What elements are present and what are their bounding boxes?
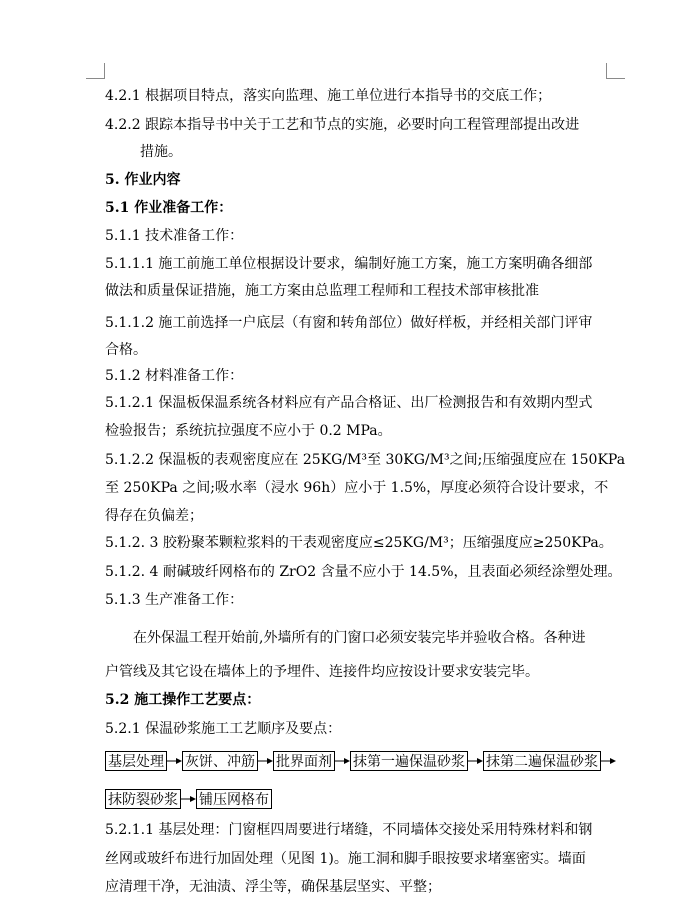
text-line-5-1-2-1: 5.1.2.1 保温板保温系统各材料应有产品合格证、出厂检测报告和有效期内型式 [105,395,593,411]
text-line-5-2-1-1-cont: 丝网或玻纤布进行加固处理（见图 1)。施工洞和脚手眼按要求堵塞密实。墙面 [105,851,586,867]
text-line-4-2-1: 4.2.1 根据项目特点，落实向监理、施工单位进行本指导书的交底工作； [105,88,552,104]
text-line-5-1-2-3: 5.1.2. 3 胶粉聚苯颗粒浆料的干表观密度应≤25KG/M³；压缩强度应≥250KPa。 [105,535,613,551]
flow-step-1: 基层处理 [105,751,167,771]
flow-step-4: 抹第一遍保温砂浆 [350,751,468,771]
page-corner-mark-right [606,63,625,79]
heading-5: 5. 作业内容 [105,172,181,188]
text-line-5-1-2-1-cont: 检验报告；系统抗拉强度不应小于 0.2 MPa。 [105,423,392,439]
text-line-5-2-1-1: 5.2.1.1 基层处理：门窗框四周要进行堵缝，不同墙体交接处采用特殊材料和钢 [105,822,593,838]
text-line-5-1-2-4: 5.1.2. 4 耐碱玻纤网格布的 ZrO2 含量不应小于 14.5%，且表面必须经涂塑处理。 [105,564,622,580]
flow-step-3: 批界面剂 [273,751,335,771]
text-line-5-1-2-2: 5.1.2.2 保温板的表观密度应在 25KG/M³至 30KG/M³之间;压缩强度应在 150KPa [105,452,626,468]
text-line-4-2-2-cont: 措施。 [140,144,182,160]
heading-5-1-2: 5.1.2 材料准备工作： [105,368,244,384]
text-paragraph-production-cont: 户管线及其它设在墙体上的予埋件、连接件均应按设计要求安装完毕。 [105,664,539,680]
process-flow-row-1 [105,750,616,772]
text-line-5-1-1-1: 5.1.1.1 施工前施工单位根据设计要求，编制好施工方案，施工方案明确各细部 [105,256,593,272]
text-paragraph-production: 在外保温工程开始前,外墙所有的门窗口必须安装完毕并验收合格。各种进 [133,630,586,646]
heading-5-2: 5.2 施工操作工艺要点： [105,692,261,708]
arrow-right-icon [258,751,273,771]
heading-5-1-1: 5.1.1 技术准备工作： [105,228,244,244]
flow-step-6: 抹防裂砂浆 [105,789,181,809]
heading-5-2-1: 5.2.1 保温砂浆施工工艺顺序及要点： [105,721,342,737]
text-line-5-1-1-2: 5.1.1.2 施工前选择一户底层（有窗和转角部位）做好样板，并经相关部门评审 [105,315,593,331]
flow-step-7: 铺压网格布 [196,789,272,809]
text-line-5-2-1-1-cont2: 应清理干净，无油渍、浮尘等，确保基层坚实、平整； [105,879,441,895]
arrow-right-icon [335,751,350,771]
text-line-5-1-1-2-cont: 合格。 [105,342,147,358]
heading-5-1-3: 5.1.3 生产准备工作： [105,592,244,608]
text-line-5-1-1-1-cont: 做法和质量保证措施，施工方案由总监理工程师和工程技术部审核批准 [105,283,539,299]
flow-step-2: 灰饼、冲筋 [182,751,258,771]
page-corner-mark-left [86,63,105,79]
arrow-right-icon [601,751,616,771]
process-flow-row-2 [105,788,272,810]
arrow-right-icon [181,789,196,809]
text-line-5-1-2-2-cont: 至 250KPa 之间;吸水率（浸水 96h）应小于 1.5%，厚度必须符合设计要求，不 [105,480,609,496]
flow-step-5: 抹第二遍保温砂浆 [483,751,601,771]
text-line-4-2-2: 4.2.2 跟踪本指导书中关于工艺和节点的实施，必要时向工程管理部提出改进 [105,117,580,133]
heading-5-1: 5.1 作业准备工作： [105,200,233,216]
text-line-5-1-2-2-cont2: 得存在负偏差； [105,508,203,524]
arrow-right-icon [468,751,483,771]
arrow-right-icon [167,751,182,771]
